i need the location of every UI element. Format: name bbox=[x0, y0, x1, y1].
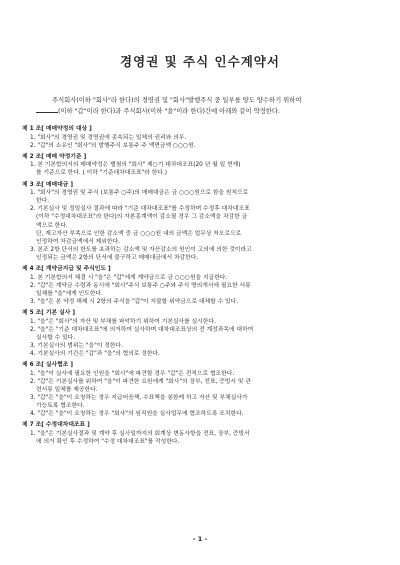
article-4 bbox=[22, 265, 382, 309]
clause-line: 1. "을"이 실사에 필요한 인원을 "회사"에 파견할 경우 "갑"은 전적으로 협조한다. bbox=[30, 370, 235, 377]
article-heading: 제 7 조[ 수정대차대조표 ] bbox=[22, 422, 90, 429]
clause-line: 3. "을"은 본 약정 해제 시 2항의 주식을 "갑"이 지불할 위약금으로 대체할 수 있다. bbox=[30, 298, 239, 305]
clause-line: 한다. bbox=[36, 198, 50, 205]
article-heading: 제 1 조[ 매매약정의 대상 ] bbox=[22, 126, 92, 132]
clause-line: 일체를 "을"에게 인도한다. bbox=[36, 290, 103, 297]
clause-line: 2. "갑"의 소유인 "회사"의 발행주식 보통주 주 액면금액 ○○○원. bbox=[30, 142, 196, 149]
clause-line: 인정하여 차감금액에서 제외한다. bbox=[36, 238, 120, 245]
clause-line: 액으로 한다. bbox=[36, 222, 68, 229]
clause-line: 1. "을"은 "회사"의 자산 및 부채를 파악하기 위하여 기본실사를 실시한다. bbox=[30, 318, 216, 325]
article-1 bbox=[22, 125, 382, 153]
clause-line: 3. 기본실사의 범위는 "을"이 정한다. bbox=[30, 342, 123, 349]
article-heading: 제 3 조[ 매매대금 ] bbox=[22, 181, 74, 188]
clause-line: 4. "갑"은 "을"이 요청하는 경우 "회사"의 임직원을 실사업무에 협조하도록 조치한다. bbox=[30, 411, 244, 418]
clause-line: 단, 재고자산 부족으로 인한 감소액 중 금 ○○○원 내의 금액은 업무상 착오로으로 bbox=[36, 230, 242, 237]
article-heading: 제 5 조[ 기본 실사 ] bbox=[22, 309, 76, 316]
clause-line: 를 기준으로 한다. ( 이하 "기준대차대조표"라 한다.) bbox=[36, 170, 167, 177]
article-2 bbox=[22, 153, 382, 181]
clause-line: 가능토록 협조한다. bbox=[36, 403, 85, 409]
clause-line: 1. "회사"의 경영권 및 주식 (보통주 ○주)의 매매대금은 금 ○○○원으로 함을 원칙으로 bbox=[30, 190, 249, 197]
article-heading: 제 2 조[ 매매 약정기준 ] bbox=[22, 153, 87, 160]
article-5 bbox=[22, 309, 382, 361]
clause-line: 3. "갑"은 "을"이 요청하는 경우 지급어음책, 수표책을 봉함케 하고 자산 및 부채실사가 bbox=[30, 394, 248, 401]
intro-paragraph bbox=[36, 95, 376, 117]
clause-line: 2. "갑"은 계약금 수령과 동시에 "회사"주식 보통주 ○주와 주식 명의개서에 필요한 서류 bbox=[30, 282, 251, 289]
article-3 bbox=[22, 181, 382, 265]
intro-line-1: 주식회사(이하 "회사"라 한다)의 경영권 및 "회사"발행주식 중 일부를 양도 양수하기 위하여 bbox=[52, 97, 302, 104]
intro-line-2 bbox=[36, 106, 376, 117]
document-title: 경영권 및 주식 인수계약서 bbox=[120, 54, 280, 69]
article-7 bbox=[22, 421, 382, 449]
clause-line: 련서류 일체를 제공한다. bbox=[36, 386, 98, 393]
article-spacer bbox=[22, 446, 382, 449]
clause-line: 실사할 수 있다. bbox=[36, 334, 76, 341]
article-heading: 제 4 조[ 계약금지급 및 주식인도 ] bbox=[22, 266, 111, 272]
clause-line: 1. 본 기본합의서 체결 시 "을"은 "갑"에게 계약금으로 금 ○○○원을 지급한다. bbox=[30, 274, 228, 281]
articles-section bbox=[22, 125, 382, 449]
clause-line: 1. "을"은 기본실사결과 및 계약 후 실사일까지의 회계상 변동사항을 전표, 장부, 증빙서 bbox=[30, 430, 250, 437]
clause-line: 1. "회사"의 경영권 및 경영권에 종속되는 일체의 권리와 의무. bbox=[30, 134, 187, 141]
intro-line-2-text: (이하 "갑"이라 한다)과 주식회사(이하 "을"이라 한다)간에 아래와 같이 약정한다. bbox=[58, 108, 280, 115]
clause-line: 4. 기본실사의 기간은 "갑"과 "을"의 협의로 정한다. bbox=[30, 350, 160, 357]
article-heading: 제 6 조[ 실사협조 ] bbox=[22, 362, 74, 369]
clause-line: 2. "갑"은 기본실사를 위하여 "을"이 파견한 요원에게 "회사"의 장부, 전표, 증빙서 및 관 bbox=[30, 378, 251, 385]
clause-line: 인정되는 금액은 2항의 단서에 불구하고 매매대금에서 차감한다. bbox=[36, 254, 199, 261]
page-number: - 1 - bbox=[192, 535, 208, 543]
article-6 bbox=[22, 361, 382, 421]
clause-line: 2. "을"은 "기준 대차대조표"에 의거하여 실사하며 대차대조표상의 전 계정과목에 대하여 bbox=[30, 326, 254, 333]
clause-line: 3. 본조 2항 단서의 한도를 초과하는 감소액 및 자산감소의 원인이 고의에 의한 것이라고 bbox=[30, 246, 252, 253]
clause-line: (이하 "수정대차대조표"라 한다)의 자본총계액이 감소될 경우 그 감소액을 차감한 금 bbox=[36, 214, 248, 221]
clause-line: 에 의거 확인 후 수정하여 "수정 대차대조표"를 작성한다. bbox=[36, 438, 180, 445]
clause-line: 1. 본 기본합의서의 매매약정은 별첨의 "회사" 제○기 대차대조표(20 년 월 일 현재) bbox=[30, 162, 241, 169]
fill-in-blank bbox=[36, 106, 58, 113]
clause-line: 2. 기본실사 및 정밀실사 결과에 따라 "기준 대차대조표"를 수정하며 수정후 대차대조표 bbox=[30, 206, 250, 213]
